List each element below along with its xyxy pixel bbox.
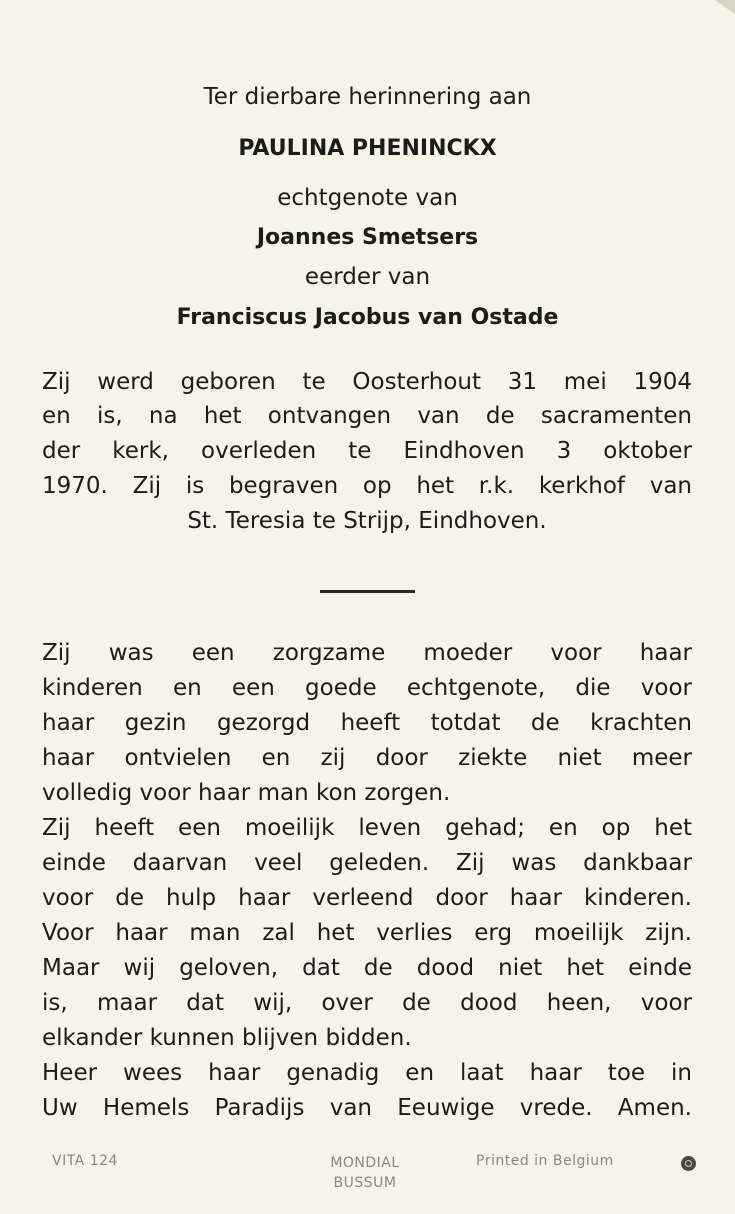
publisher [310, 1153, 420, 1193]
catalog-code: VITA 124 [52, 1153, 118, 1169]
bio-line: Zij werd geboren te Oosterhout 31 mei 1904 [42, 369, 692, 395]
publisher-line-2: BUSSUM [333, 1175, 397, 1191]
tribute-line: is, maar dat wij, over de dood heen, voor [42, 990, 692, 1016]
tribute-line: Zij heeft een moeilijk leven gehad; en op het [42, 815, 692, 841]
tribute-line: haar gezin gezorgd heeft totdat de krachten [42, 710, 692, 736]
bio-line: en is, na het ontvangen van de sacramenten [42, 403, 692, 429]
bio-line: der kerk, overleden te Eindhoven 3 oktober [42, 438, 692, 464]
divider-rule [320, 590, 415, 593]
tribute-line: Heer wees haar genadig en laat haar toe in [42, 1060, 692, 1086]
earlier-spouse-name: Franciscus Jacobus van Ostade [176, 305, 559, 330]
intro-text: Ter dierbare herinnering aan [203, 84, 532, 110]
publisher-line-1: MONDIAL [330, 1155, 400, 1171]
tribute-line: volledig voor haar man kon zorgen. [42, 780, 451, 806]
tribute-line: kinderen en een goede echtgenote, die voor [42, 675, 692, 701]
tribute-line: Uw Hemels Paradijs van Eeuwige vrede. Amen. [42, 1095, 692, 1121]
tribute-line: haar ontvielen en zij door ziekte niet meer [42, 745, 692, 771]
printed-note: Printed in Belgium [476, 1153, 614, 1169]
earlier-label: eerder van [304, 264, 431, 290]
tribute-line: elkander kunnen blijven bidden. [42, 1025, 412, 1051]
spouse-name: Joannes Smetsers [256, 225, 479, 250]
bio-line: 1970. Zij is begraven op het r.k. kerkhof van [42, 473, 692, 499]
bio-line: St. Teresia te Strijp, Eindhoven. [187, 508, 547, 534]
printer-logo-icon [681, 1156, 696, 1171]
tribute-line: einde daarvan veel geleden. Zij was dankbaar [42, 850, 692, 876]
tribute-line: voor de hulp haar verleend door haar kinderen. [42, 885, 692, 911]
deceased-name: PAULINA PHENINCKX [238, 136, 497, 161]
spouse-label: echtgenote van [277, 185, 458, 211]
tribute-line: Maar wij geloven, dat de dood niet het einde [42, 955, 692, 981]
tribute-line: Voor haar man zal het verlies erg moeilijk zijn. [42, 920, 692, 946]
card-corner [715, 0, 735, 14]
tribute-line: Zij was een zorgzame moeder voor haar [42, 640, 692, 666]
